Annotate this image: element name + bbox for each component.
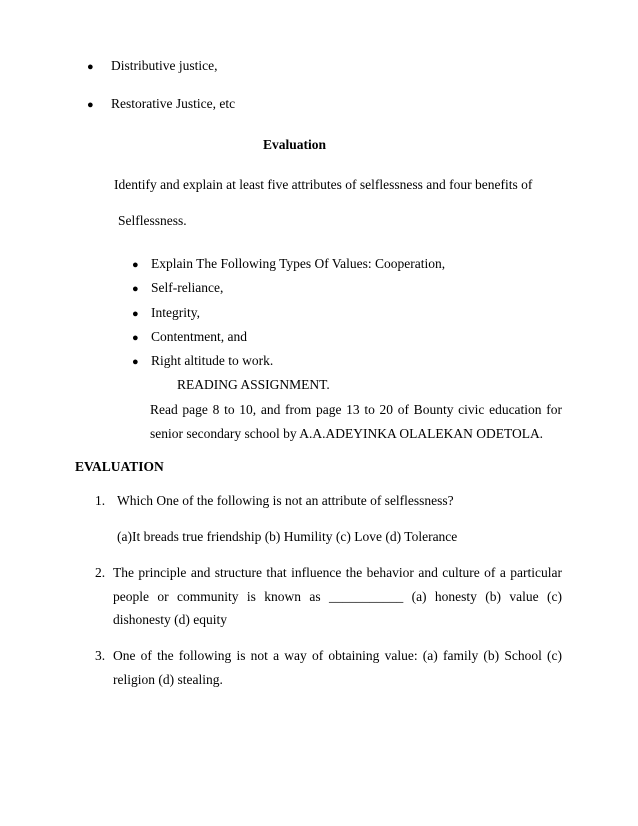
bullet-dot: ●	[132, 332, 139, 344]
reading-assignment-line: senior secondary school by A.A.ADEYINKA OLALEKAN ODETOLA.	[150, 426, 544, 441]
value-bullet-item: Integrity,	[151, 305, 200, 320]
value-bullet-item: Right altitude to work.	[151, 353, 274, 368]
question-text: dishonesty (d) equity	[113, 612, 227, 627]
bullet-dot: ●	[132, 259, 139, 271]
question-text: One of the following is not a way of obtaining value: (a) family (b) School (c)	[113, 648, 562, 663]
evaluation-section-heading: EVALUATION	[75, 459, 164, 474]
question-number: 1.	[95, 493, 106, 508]
bullet-dot: ●	[132, 308, 139, 320]
value-bullet-item: Explain The Following Types Of Values: Cooperation,	[151, 256, 446, 271]
question-options: (a)It breads true friendship (b) Humility (c) Love (d) Tolerance	[117, 529, 458, 544]
top-bullet-item: Distributive justice,	[111, 58, 218, 73]
top-bullet-item: Restorative Justice, etc	[111, 96, 236, 111]
evaluation-text-line: Identify and explain at least five attributes of selflessness and four benefits of	[114, 177, 533, 192]
question-number: 3.	[95, 648, 106, 663]
question-text: The principle and structure that influence the behavior and culture of a particular	[113, 565, 562, 580]
evaluation-text-line: Selflessness.	[118, 213, 187, 228]
evaluation-heading: Evaluation	[263, 137, 327, 152]
reading-assignment-title: READING ASSIGNMENT.	[177, 377, 330, 392]
question-text: religion (d) stealing.	[113, 672, 223, 687]
reading-assignment-line: Read page 8 to 10, and from page 13 to 20 of Bounty civic education for	[150, 402, 562, 417]
value-bullet-item: Contentment, and	[151, 329, 247, 344]
question-number: 2.	[95, 565, 106, 580]
bullet-dot: ●	[132, 283, 139, 295]
bullet-dot: ●	[87, 99, 94, 111]
bullet-dot: ●	[87, 61, 94, 73]
value-bullet-item: Self-reliance,	[151, 280, 224, 295]
bullet-dot: ●	[132, 356, 139, 368]
question-text: Which One of the following is not an attribute of selflessness?	[117, 493, 454, 508]
question-text: people or community is known as ___________ (a) honesty (b) value (c)	[113, 589, 562, 604]
